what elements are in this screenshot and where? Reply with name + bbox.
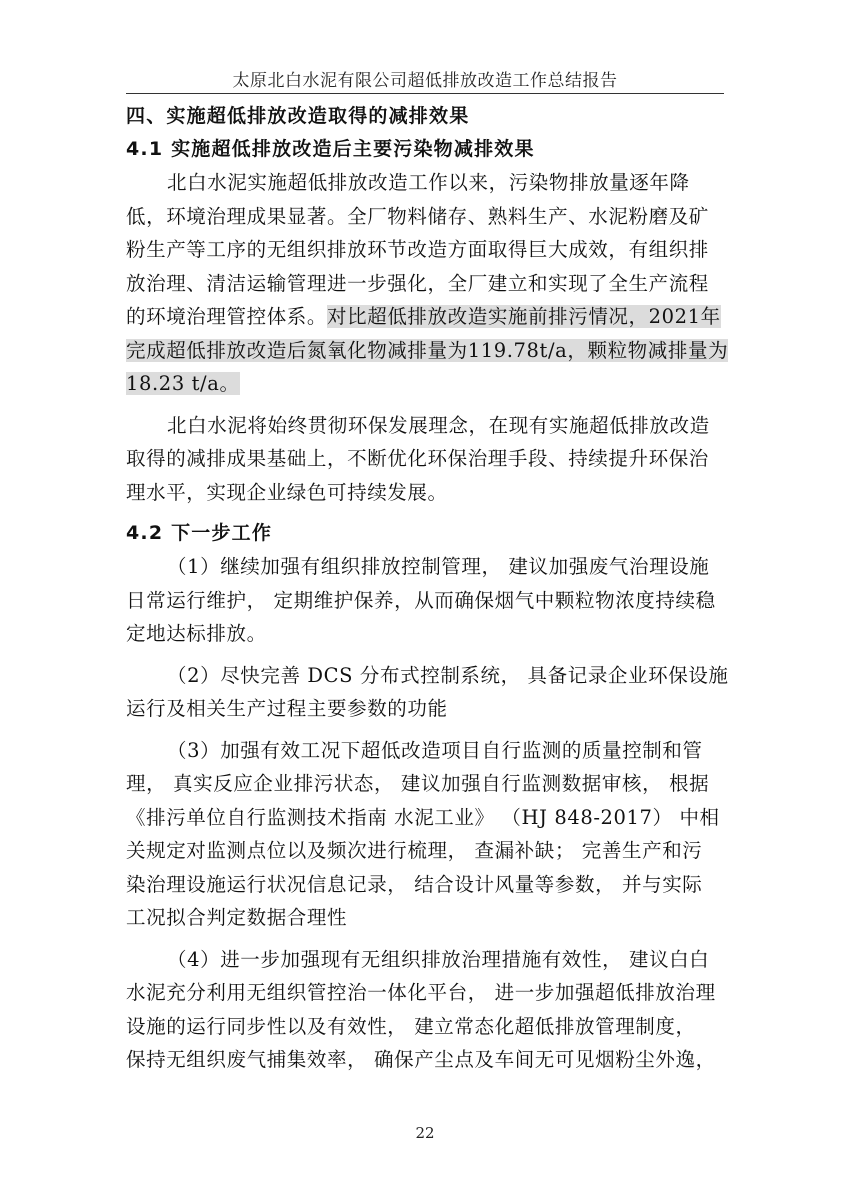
text-line [126, 334, 729, 368]
text-line: 运行及相关生产过程主要参数的功能 [126, 697, 448, 720]
text-line: 取得的减排成果基础上，不断优化环保治理手段、持续提升环保治 [126, 447, 709, 470]
text-line: 定地达标排放。 [126, 622, 267, 645]
subsection-heading-4-1: 4.1 实施超低排放改造后主要污染物减排效果 [126, 138, 535, 160]
text-line: 理， 真实反应企业排污状态， 建议加强自行监测数据审核， 根据 [126, 772, 710, 795]
text-line: 日常运行维护， 定期维护保养，从而确保烟气中颗粒物浓度持续稳 [126, 588, 716, 612]
text-line: 设施的运行同步性以及有效性， 建立常态化超低排放管理制度， [126, 1014, 696, 1038]
header-rule [126, 93, 724, 94]
subsection-heading-4-2: 4.2 下一步工作 [126, 522, 273, 544]
text-segment: 的环境治理管控体系。 [126, 305, 328, 328]
text-line: 保持无组织废气捕集效率， 确保产尘点及车间无可见烟粉尘外逸， [126, 1048, 716, 1071]
paragraph-development-concept [126, 409, 726, 510]
text-line [126, 367, 726, 401]
list-item-1 [126, 550, 726, 651]
text-line: 粉生产等工序的无组织排放环节改造方面取得巨大成效，有组织排 [126, 238, 709, 261]
list-item-2 [126, 659, 729, 726]
text-line: 北白水泥实施超低排放改造工作以来，污染物排放量逐年降 [167, 171, 690, 194]
running-header: 太原北白水泥有限公司超低排放改造工作总结报告 [232, 71, 618, 91]
text-line: （1）继续加强有组织排放控制管理， 建议加强废气治理设施 [167, 555, 710, 578]
page-number: 22 [415, 1124, 435, 1142]
text-line: 工况拟合判定数据合理性 [126, 906, 348, 929]
list-item-4 [126, 943, 726, 1077]
text-line: （4）进一步加强现有无组织排放治理措施有效性， 建议白白 [167, 947, 710, 971]
highlighted-text: 18.23 t/a。 [126, 372, 240, 395]
section-heading: 四、实施超低排放改造取得的减排效果 [126, 105, 470, 127]
text-line: 《排污单位自行监测技术指南 水泥工业》 （HJ 848-2017） 中相 [126, 805, 720, 829]
paragraph-emission-results [126, 166, 729, 401]
text-line: 关规定对监测点位以及频次进行梳理， 查漏补缺； 完善生产和污 [126, 839, 703, 862]
highlighted-text: 对比超低排放改造实施前排污情况，2021年 [327, 305, 721, 328]
text-line: 低，环境治理成果显著。全厂物料储存、熟料生产、水泥粉磨及矿 [126, 204, 709, 228]
text-line: 水泥充分利用无组织管控治一体化平台， 进一步加强超低排放治理 [126, 981, 716, 1004]
text-line: 理水平，实现企业绿色可持续发展。 [126, 480, 448, 504]
text-line: （3）加强有效工况下超低改造项目自行监测的质量控制和管 [167, 738, 703, 762]
text-line: 放治理、清洁运输管理进一步强化，全厂建立和实现了全生产流程 [126, 271, 709, 295]
text-line: （2）尽快完善 DCS 分布式控制系统， 具备记录企业环保设施 [167, 663, 729, 687]
highlighted-text: 完成超低排放改造后氮氧化物减排量为119.78t/a，颗粒物减排量为 [126, 338, 729, 362]
list-item-3 [126, 734, 726, 935]
text-line [126, 300, 726, 334]
document-body [126, 100, 729, 1085]
text-line: 染治理设施运行状况信息记录， 结合设计风量等参数， 并与实际 [126, 872, 703, 896]
text-line: 北白水泥将始终贯彻环保发展理念，在现有实施超低排放改造 [167, 413, 710, 437]
